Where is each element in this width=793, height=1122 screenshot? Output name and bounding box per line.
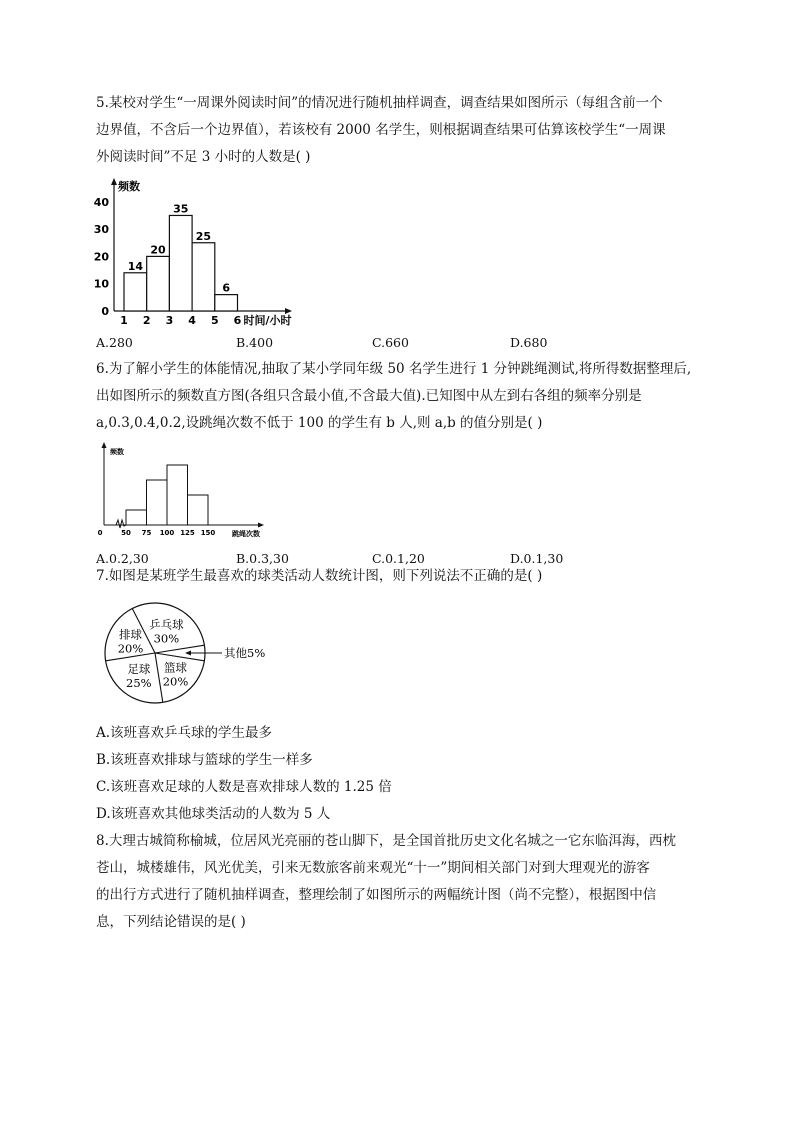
q7-slice-percent: 20% [162, 674, 189, 689]
q5-y-label: 频数 [118, 180, 140, 193]
q6-origin-label: 0 [97, 529, 103, 537]
q5-x-label: 时间/小时 [243, 314, 292, 327]
q6-option-c[interactable]: C.0.1,20 [372, 551, 425, 566]
q5-bar [169, 215, 192, 311]
q5-y-tick: 30 [93, 223, 109, 237]
q6-stem-line-1: 6.为了解小学生的体能情况,抽取了某小学同年级 50 名学生进行 1 分钟跳绳测试,将所得数据整理后, [96, 361, 692, 377]
q7-option-d[interactable]: D.该班喜欢其他球类活动的人数为 5 人 [96, 806, 331, 822]
q5-bar [215, 295, 238, 311]
q7-slice-percent: 30% [153, 631, 180, 646]
q6-x-tick: 150 [200, 529, 216, 537]
q5-x-tick: 2 [142, 314, 151, 327]
q7-pie-chart [100, 600, 280, 710]
q7-slice-name: 篮球 [164, 660, 188, 675]
q5-y-arrow [111, 178, 117, 185]
q5-bar-label: 35 [173, 202, 189, 216]
q6-y-label: 频数 [110, 448, 124, 456]
q7-slice-name: 排球 [118, 627, 142, 642]
q6-bar [147, 480, 168, 525]
q6-option-d[interactable]: D.0.1,30 [510, 551, 564, 566]
q5-bar [147, 256, 170, 311]
q5-bar [192, 243, 215, 311]
q6-x-arrow [258, 523, 264, 528]
q5-x-tick: 6 [233, 314, 242, 327]
q7-option-c[interactable]: C.该班喜欢足球的人数是喜欢排球人数的 1.25 倍 [96, 779, 392, 795]
q6-x-tick: 50 [121, 529, 131, 537]
q5-option-b[interactable]: B.400 [236, 335, 274, 350]
q5-stem-line-1: 5.某校对学生“一周课外阅读时间”的情况进行随机抽样调查，调查结果如图所示（每组含前一个 [96, 95, 663, 111]
q7-slice-name: 乒乓球 [149, 617, 184, 632]
q5-y-tick: 20 [93, 250, 109, 264]
q6-options [96, 551, 696, 567]
q6-stem-line-2: 出如图所示的频数直方图(各组只含最小值,不含最大值).已知图中从左到右各组的频率分别是 [96, 388, 642, 404]
q6-bar [126, 510, 147, 525]
q5-bar-label: 20 [150, 243, 166, 257]
q8-stem-line-4: 息，下列结论错误的是( ) [96, 914, 246, 930]
q6-histogram [94, 441, 274, 545]
q6-bar [167, 465, 188, 525]
q5-bar [124, 273, 147, 311]
q6-axis-break [104, 520, 126, 528]
q7-option-a[interactable]: A.该班喜欢乒乓球的学生最多 [96, 725, 273, 741]
q8-stem-line-3: 的出行方式进行了随机抽样调查，整理绘制了如图所示的两幅统计图（尚不完整），根据图中信 [96, 887, 657, 903]
q6-option-b[interactable]: B.0.3,30 [236, 551, 289, 566]
q5-option-c[interactable]: C.660 [372, 335, 409, 350]
q6-stem-line-3: a,0.3,0.4,0.2,设跳绳次数不低于 100 的学生有 b 人,则 a,b 的值分别是( ) [96, 415, 543, 431]
q8-stem-line-2: 苍山，城楼雄伟，风光优美，引来无数旅客前来观光“十一”期间相关部门对到大理观光的游客 [96, 860, 650, 876]
q5-histogram [88, 178, 328, 328]
q5-option-a[interactable]: A.280 [96, 335, 133, 350]
q8-stem-line-1: 8.大理古城简称榆城，位居风光亮丽的苍山脚下，是全国首批历史文化名城之一它东临洱海，西枕 [96, 833, 676, 849]
q5-x-tick: 1 [120, 314, 128, 327]
q5-y-tick: 40 [93, 195, 109, 209]
q6-x-tick: 100 [159, 529, 175, 537]
q6-x-tick: 75 [141, 529, 152, 537]
q6-bar [188, 495, 209, 525]
q6-x-tick: 125 [180, 529, 195, 537]
q5-x-tick: 3 [165, 314, 174, 327]
q5-stem-line-2: 边界值，不含后一个边界值），若该校有 2000 名学生，则根据调查结果可估算该校学生“一周课 [96, 122, 666, 138]
q6-option-a[interactable]: A.0.2,30 [96, 551, 149, 566]
q5-x-tick: 4 [188, 314, 196, 327]
q5-bar-label: 25 [195, 229, 212, 243]
q7-option-b[interactable]: B.该班喜欢排球与篮球的学生一样多 [96, 752, 313, 768]
q7-slice-percent: 25% [126, 676, 152, 691]
q5-bar-label: 6 [222, 281, 230, 295]
q5-y-tick: 10 [93, 277, 109, 291]
q7-slice-name: 足球 [127, 662, 151, 677]
q7-slice-percent: 20% [117, 641, 144, 656]
q5-bar-label: 14 [127, 259, 144, 273]
q7-stem: 7.如图是某班学生最喜欢的球类活动人数统计图，则下列说法不正确的是( ) [96, 568, 543, 584]
q5-y-tick: 0 [101, 305, 109, 318]
q5-stem-line-3: 外阅读时间”不足 3 小时的人数是( ) [96, 149, 311, 165]
q6-x-label: 跳绳次数 [232, 530, 260, 538]
q5-options [96, 335, 696, 351]
q6-y-arrow [102, 442, 107, 448]
q7-slice-label-other: 其他5% [224, 646, 266, 660]
q5-x-tick: 5 [210, 314, 219, 327]
q5-option-d[interactable]: D.680 [510, 335, 548, 350]
